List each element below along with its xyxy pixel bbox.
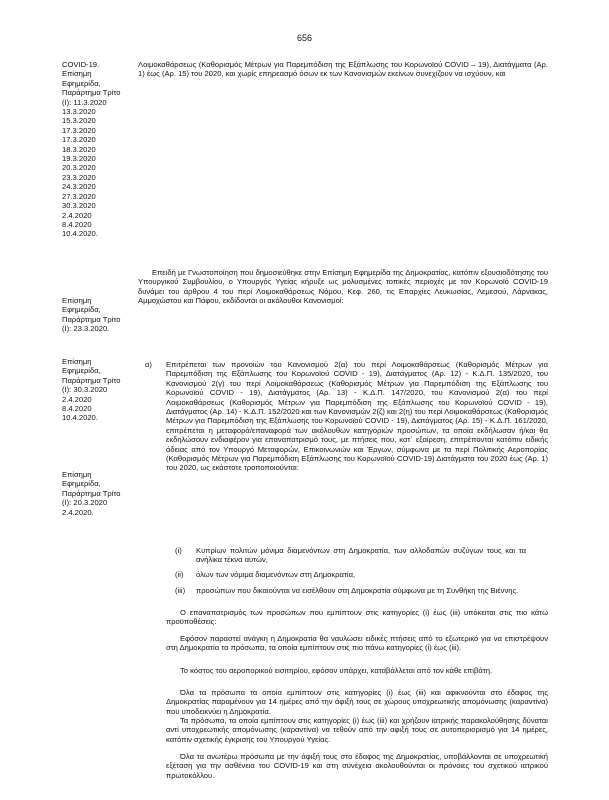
margin-note-gazette-2: Επίσημη Εφημερίδα, Παράρτημα Τρίτο (Ι): 30.3.2020 2.4.2020 8.4.2020 10.4.2020. xyxy=(62,357,121,423)
paragraph-7: Τα πρόσωπα, τα οποία εμπίπτουν στις κατηγορίες (i) έως (iii) και χρήζουν ιατρικής παρακολούθησης δύναται αντί υποχρεωτικής απομόνωσης (καραντίνα) να τεθούν από την αφιξή τους σε αυτοπεριορισμό για 14 ημέρες, κατόπιν σχετικής έγκρισης του Υπουργού Υγείας. xyxy=(166,716,548,744)
page-number: 656 xyxy=(296,33,313,43)
margin-note-gazette-3: Επίσημη Εφημερίδα, Παράρτημα Τρίτο (Ι): 20.3.2020 2.4.2020. xyxy=(62,470,121,517)
item-a-label: α) xyxy=(145,360,152,369)
paragraph-1: Λοιμοκαθάρσεως (Καθορισμός Μέτρων για Παρεμπόδιση της Εξάπλωσης του Κορωνοϊού COVID – 19), Διατάγματα (Αρ. 1) έως (Αρ. 15) του 2020, και χωρίς επηρεασμό όσων εκ των Κανονισμών εκείνων συνεχίζουν να ισχύουν, και xyxy=(138,60,548,79)
sub-item-ii-text: όλων των νόμιμα διαμενόντων στη Δημοκρατία, xyxy=(196,570,356,579)
paragraph-4: Εφόσον παραστεί ανάγκη η Δημοκρατία θα ναυλώσει ειδικές πτήσεις από το εξωτερικό για να επιστρέψουν στη Δημοκρατία τα πρόσωπα, τα οποία εμπίπτουν στις πιο πάνω κατηγορίες (i) έως (iii). xyxy=(166,634,548,653)
sub-item-iii-label: (iii) xyxy=(175,586,186,595)
margin-note-covid: COVID-19. Επίσημη Εφημερίδα, Παράρτημα Τρίτο (Ι): 11.3.2020 13.3.2020 15.3.2020 17.3.2020 17.3.2020 18.3.2020 19.3.2020 20.3.2020 23.3.2020 24.3.2020 27.3.2020 30.3.2020 2.4.2020 8.4.2020 10.4.2020. xyxy=(62,60,121,239)
sub-item-i-label: (i) xyxy=(175,546,182,555)
sub-item-ii-label: (ii) xyxy=(175,570,184,579)
paragraph-6: Όλα τα πρόσωπα τα οποία εμπίπτουν στις κατηγορίες (i) έως (iii) και αφικνούνται στο έδαφος της Δημοκρατίας παραμένουν για 14 ημέρες από την άφιξή τους σε χώρους υποχρεωτικής απομόνωσης (καραντίνα) που υποδεικνύει η Δημοκρατία. xyxy=(166,688,548,716)
sub-item-iii-text: προσώπων που δικαιούνται να εισέλθουν στη Δημοκρατία σύμφωνα με τη Συνθήκη της Βιέννης. xyxy=(196,586,519,595)
paragraph-8: Όλα τα ανωτέρω πρόσωπα με την άφιξή τους στο έδαφος της Δημοκρατίας, υποβάλλονται σε υποχρεωτική εξέταση για την ασθένεια του COVID-19 και στη συνέχεια ακολουθούνται οι πρόνοιες του σχετικού ιατρικού πρωτοκόλλου. xyxy=(166,752,548,780)
item-a-text: Επιτρέπεται των προνοιών του Κανονισμού 2(α) του περί Λοιμοκαθάρσεως (Καθορισμός Μέτρων για Παρεμπόδιση της Εξάπλωσης του Κορωνοϊού COVID - 19), Διατάγματος (Αρ. 12) - Κ.Δ.Π. 135/2020, του Κανονισμού 2(γ) του περί Λοιμοκαθάρσεως (Καθορισμός Μέτρων για Παρεμπόδιση της Εξάπλωσης του Κορωνοϊού COVID - 19), Διατάγματος (Αρ. 13) - Κ.Δ.Π. 147/2020, του Κανονισμού 2(α) του περί Λοιμοκαθάρσεως (Καθορισμός Μέτρων για Παρεμπόδιση της Εξάπλωσης του Κορωνοϊού COVID - 19), Διατάγματος (Αρ. 14) - Κ.Δ.Π. 152/2020 και των Κανονισμών 2(ζ) και 2(η) του περί Λοιμοκαθάρσεως (Καθορισμός Μέτρων για Παρεμπόδιση της Εξάπλωσης του Κορωνοϊού COVID - 19), Διατάγματος (Αρ. 15) - Κ.Δ.Π. 161/2020, επιτρέπεται η μεταφορά/επαναφορά των ακόλουθων κατηγοριών προσώπων, τα οποία εκδήλωσαν ή/και θα εκδηλώσουν ενδιαφέρον για επαναπατρισμό τους, με πτήσεις που, κατ᾽ εξαίρεση, επιτρέπονται κατόπιν ειδικής άδειας από τον Υπουργό Μεταφορών, Επικοινωνιών και Έργων, σύμφωνα με τα περί Πολιτικής Αεροπορίας (Καθορισμός Μέτρων για Παρεμπόδιση Εξάπλωσης του Κορωνοϊού COVID-19) Διατάγματα του 2020 έως (Αρ. 1) του 2020, ως εκάστοτε τροποποιούνται: xyxy=(166,360,548,473)
sub-item-i-text: Κυπρίων πολιτών μόνιμα διαμενόντων στη Δημοκρατία, των αλλοδαπών συζύγων τους και τα ανήλικα τέκνα αυτών, xyxy=(196,546,526,565)
paragraph-3: Ο επαναπατρισμός των προσώπων που εμπίπτουν στις κατηγορίες (i) έως (iii) υπόκειται στις πιο κάτω προϋποθέσεις: xyxy=(166,608,548,627)
paragraph-2: Επειδή με Γνωστοποίηση που δημοσιεύθηκε στην Επίσημη Εφημερίδα της Δημοκρατίας, κατόπιν εξουσιοδότησης του Υπουργικού Συμβουλίου, ο Υπουργός Υγείας κήρυξε ως μολυσμένες τοπικές περιοχές με τον Κορωνοϊό COVID-19 δυνάμει του άρθρου 4 του περί Λοιμοκαθάρσεως Νόμου, Κεφ. 260, τις Επαρχίες Λευκωσίας, Λεμεσού, Λάρνακας, Αμμοχώστου και Πάφου, εκδίδονται οι ακόλουθοι Κανονισμοί: xyxy=(138,268,548,306)
paragraph-5: Το κόστος του αεροπορικού εισιτηρίου, εφόσον υπάρχει, καταβάλλεται από τον κάθε επιβάτη. xyxy=(180,666,493,675)
margin-note-gazette-1: Επίσημη Εφημερίδα, Παράρτημα Τρίτο (Ι): 23.3.2020. xyxy=(62,296,121,334)
